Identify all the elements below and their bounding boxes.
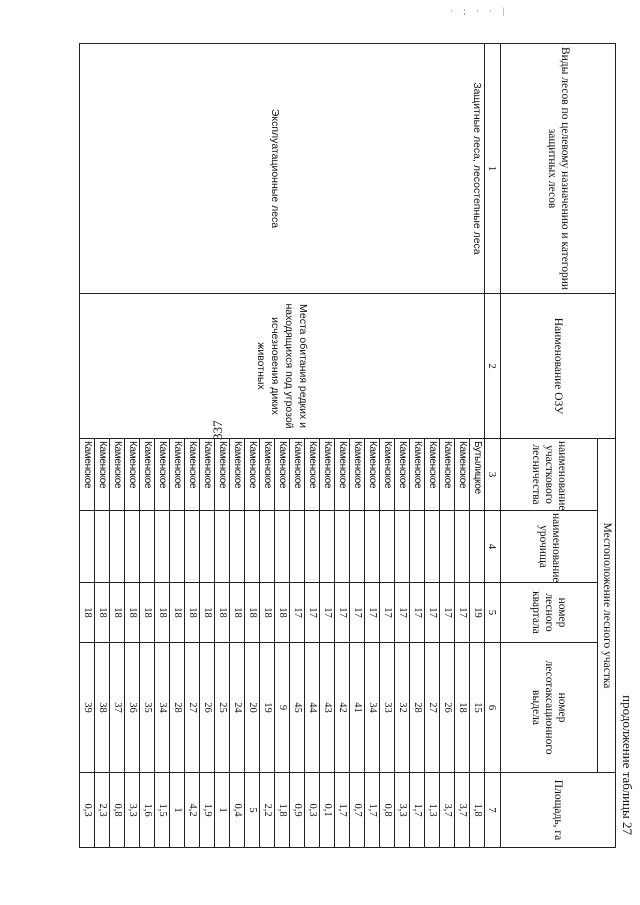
cell-allotment: 33 (380, 643, 395, 773)
cell-forestry: Каменское (140, 439, 155, 511)
cell-allotment: 39 (80, 643, 95, 773)
cell-tract (440, 511, 455, 583)
cell-forestry: Каменское (125, 439, 140, 511)
cell-allotment: 45 (290, 643, 305, 773)
table-header (485, 44, 616, 848)
table-caption: продолжение таблицы 27 (620, 695, 635, 835)
header-area: Площадь, га (501, 773, 616, 848)
cell-forestry: Каменское (185, 439, 200, 511)
cell-quarter: 18 (140, 583, 155, 643)
cell-area: 3,3 (125, 773, 140, 848)
cell-tract (275, 511, 290, 583)
header-ozu-name: Наименование ОЗУ (501, 294, 616, 439)
cell-quarter: 18 (200, 583, 215, 643)
cell-area: 0,3 (305, 773, 320, 848)
cell-forestry: Каменское (275, 439, 290, 511)
cell-area: 1,3 (425, 773, 440, 848)
cell-forestry: Каменское (320, 439, 335, 511)
cell-tract (80, 511, 95, 583)
header-quarter: номер лесного квартала (501, 583, 598, 643)
table-body (80, 44, 485, 848)
cell-tract (110, 511, 125, 583)
cell-allotment: 36 (125, 643, 140, 773)
cell-forestry: Каменское (305, 439, 320, 511)
cell-tract (365, 511, 380, 583)
cell-allotment: 44 (305, 643, 320, 773)
cell-quarter: 18 (80, 583, 95, 643)
cell-forestry: Каменское (80, 439, 95, 511)
cell-forestry: Каменское (380, 439, 395, 511)
cell-area: 1,6 (140, 773, 155, 848)
column-number: 4 (485, 511, 501, 583)
cell-quarter: 17 (440, 583, 455, 643)
cell-area: 0,1 (320, 773, 335, 848)
cell-forestry: Каменское (455, 439, 470, 511)
cell-allotment: 28 (170, 643, 185, 773)
cell-allotment: 27 (425, 643, 440, 773)
page-number: 337 (210, 420, 225, 440)
cell-area: 1,7 (410, 773, 425, 848)
table-row (455, 44, 470, 848)
cell-area: 1,7 (365, 773, 380, 848)
cell-quarter: 18 (110, 583, 125, 643)
cell-allotment: 24 (230, 643, 245, 773)
cell-forestry: Каменское (290, 439, 305, 511)
category-exploitation-forests: Эксплуатационные леса (80, 44, 470, 294)
cell-quarter: 18 (170, 583, 185, 643)
column-number: 3 (485, 439, 501, 511)
cell-allotment: 18 (455, 643, 470, 773)
cell-area: 0,3 (80, 773, 95, 848)
cell-forestry: Каменское (395, 439, 410, 511)
cell-tract (380, 511, 395, 583)
cell-quarter: 19 (470, 583, 485, 643)
column-number: 5 (485, 583, 501, 643)
header-allotment: номер лесотаксационного выдела (501, 643, 598, 773)
column-number-row (485, 44, 501, 848)
cell-quarter: 17 (320, 583, 335, 643)
cell-allotment: 34 (155, 643, 170, 773)
cell-forestry: Каменское (260, 439, 275, 511)
cell-allotment: 25 (215, 643, 230, 773)
cell-quarter: 18 (95, 583, 110, 643)
cell-allotment: 43 (320, 643, 335, 773)
cell-area: 5 (245, 773, 260, 848)
cell-allotment: 26 (200, 643, 215, 773)
cell-area: 1 (215, 773, 230, 848)
cell-tract (335, 511, 350, 583)
cell-quarter: 18 (185, 583, 200, 643)
column-number: 7 (485, 773, 501, 848)
cell-area: 0,9 (290, 773, 305, 848)
cell-forestry: Каменское (95, 439, 110, 511)
cell-area: 3,7 (455, 773, 470, 848)
cell-quarter: 18 (275, 583, 290, 643)
cell-quarter: 17 (335, 583, 350, 643)
cell-forestry: Каменское (335, 439, 350, 511)
cell-allotment: 15 (470, 643, 485, 773)
cell-tract (230, 511, 245, 583)
header-tract: наименование урочища (501, 511, 598, 583)
cell-tract (200, 511, 215, 583)
category-protective-forests: Защитные леса, лесостепные леса (470, 44, 485, 294)
column-number: 1 (485, 44, 501, 294)
cell-tract (215, 511, 230, 583)
cell-area: 1 (170, 773, 185, 848)
cell-area: 2,3 (95, 773, 110, 848)
header-district-forestry: наименование участкового лесничества (501, 439, 598, 511)
cell-allotment: 27 (185, 643, 200, 773)
cell-quarter: 17 (455, 583, 470, 643)
cell-tract (125, 511, 140, 583)
cell-tract (455, 511, 470, 583)
cell-forestry: Каменское (230, 439, 245, 511)
cell-area: 0,4 (230, 773, 245, 848)
cell-tract (425, 511, 440, 583)
cell-tract (305, 511, 320, 583)
cell-quarter: 18 (125, 583, 140, 643)
cell-quarter: 18 (155, 583, 170, 643)
cell-area: 4,2 (185, 773, 200, 848)
forest-plots-table (79, 43, 616, 848)
cell-quarter: 18 (230, 583, 245, 643)
cell-tract (170, 511, 185, 583)
cell-quarter: 17 (425, 583, 440, 643)
cell-allotment: 19 (260, 643, 275, 773)
cell-quarter: 17 (350, 583, 365, 643)
cell-allotment: 26 (440, 643, 455, 773)
cell-area: 1,9 (200, 773, 215, 848)
cell-tract (95, 511, 110, 583)
cell-allotment: 35 (140, 643, 155, 773)
cell-allotment: 41 (350, 643, 365, 773)
cell-area: 3,3 (395, 773, 410, 848)
scan-artifact-marks: · ; · · | (450, 6, 509, 16)
cell-tract (410, 511, 425, 583)
cell-quarter: 17 (305, 583, 320, 643)
cell-forestry: Каменское (200, 439, 215, 511)
cell-forestry: Каменское (110, 439, 125, 511)
cell-forestry: Бутылицкое (470, 439, 485, 511)
cell-quarter: 17 (290, 583, 305, 643)
cell-allotment: 38 (95, 643, 110, 773)
cell-quarter: 17 (395, 583, 410, 643)
cell-area: 0,8 (110, 773, 125, 848)
cell-allotment: 34 (365, 643, 380, 773)
cell-tract (260, 511, 275, 583)
cell-tract (470, 511, 485, 583)
ozu-name-cell (80, 294, 485, 439)
cell-quarter: 17 (410, 583, 425, 643)
cell-forestry: Каменское (155, 439, 170, 511)
cell-tract (245, 511, 260, 583)
cell-forestry: Каменское (170, 439, 185, 511)
cell-allotment: 42 (335, 643, 350, 773)
cell-allotment: 32 (395, 643, 410, 773)
cell-tract (350, 511, 365, 583)
cell-tract (185, 511, 200, 583)
cell-area: 0,8 (380, 773, 395, 848)
cell-forestry: Каменское (410, 439, 425, 511)
cell-tract (320, 511, 335, 583)
cell-forestry: Каменское (215, 439, 230, 511)
cell-area: 1,7 (335, 773, 350, 848)
cell-area: 1,8 (470, 773, 485, 848)
column-number: 6 (485, 643, 501, 773)
cell-area: 0,7 (350, 773, 365, 848)
cell-area: 2,2 (260, 773, 275, 848)
cell-allotment: 20 (245, 643, 260, 773)
cell-quarter: 17 (365, 583, 380, 643)
cell-allotment: 9 (275, 643, 290, 773)
cell-forestry: Каменское (350, 439, 365, 511)
cell-area: 3,7 (440, 773, 455, 848)
column-number: 2 (485, 294, 501, 439)
cell-tract (140, 511, 155, 583)
cell-forestry: Каменское (365, 439, 380, 511)
cell-area: 1,8 (275, 773, 290, 848)
cell-tract (290, 511, 305, 583)
cell-allotment: 28 (410, 643, 425, 773)
cell-tract (155, 511, 170, 583)
header-forest-type: Виды лесов по целевому назначению и категории защитных лесов (501, 44, 616, 294)
rotated-table-sheet (82, 43, 635, 847)
cell-area: 1,5 (155, 773, 170, 848)
cell-quarter: 17 (380, 583, 395, 643)
table-row (470, 44, 485, 848)
cell-allotment: 37 (110, 643, 125, 773)
cell-forestry: Каменское (425, 439, 440, 511)
cell-forestry: Каменское (245, 439, 260, 511)
cell-tract (395, 511, 410, 583)
ozu-name: Места обитания редких и находящихся под угрозой исчезновения диких животных (255, 303, 309, 429)
cell-quarter: 18 (215, 583, 230, 643)
cell-quarter: 18 (245, 583, 260, 643)
header-location-group: Местоположение лесного участка (598, 439, 616, 773)
cell-quarter: 18 (260, 583, 275, 643)
cell-forestry: Каменское (440, 439, 455, 511)
